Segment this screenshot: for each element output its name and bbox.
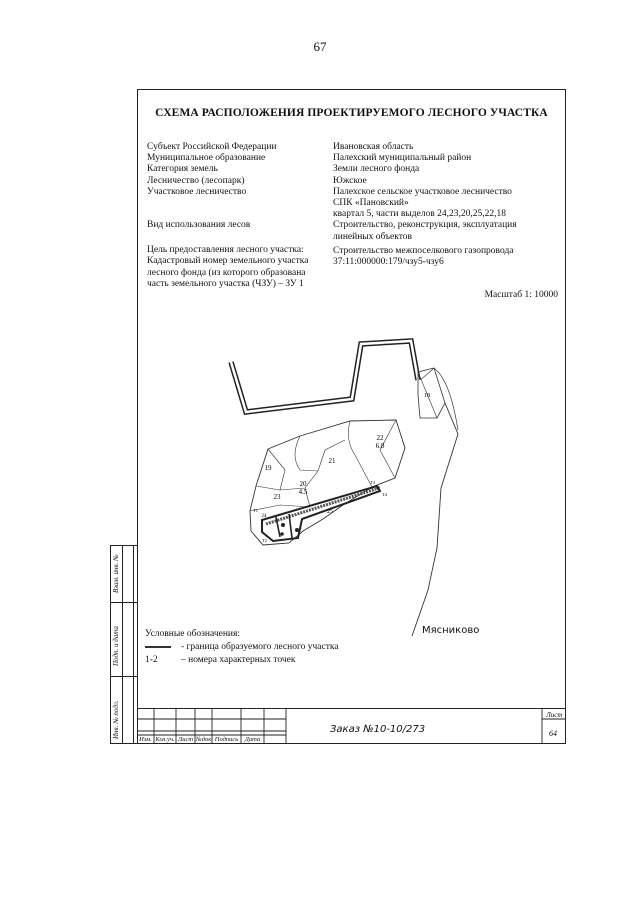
tb-header-signature: Подпись bbox=[214, 736, 239, 743]
legend bbox=[145, 628, 339, 667]
plot-area-20: 4.5 bbox=[298, 488, 308, 496]
municipal-label: Муниципальное образование bbox=[147, 153, 266, 164]
point-label-t4: Т4 bbox=[382, 492, 387, 497]
purpose-label: Цель предоставления лесного участка: bbox=[147, 245, 304, 256]
legend-heading: Условные обозначения: bbox=[145, 629, 241, 639]
legend-item-points-text: – номера характерных точек bbox=[181, 655, 296, 665]
usage-label: Вид использования лесов bbox=[147, 220, 251, 231]
district-forestry-value-2: СПК «Пановский» bbox=[333, 198, 409, 209]
legend-item-boundary bbox=[145, 641, 339, 654]
tb-header-change: Изм. bbox=[139, 736, 152, 743]
land-category-value: Земли лесного фонда bbox=[333, 164, 420, 175]
legend-item-boundary-text: - граница образуемого лесного участка bbox=[181, 642, 339, 652]
point-label-t1: Т1 bbox=[253, 508, 258, 513]
tb-header-sheet: Лист bbox=[177, 736, 194, 743]
cadastral-label-2: лесного фонда (из которого образована bbox=[147, 267, 306, 278]
page-number: 67 bbox=[313, 39, 327, 54]
plot-number-20: 20 bbox=[299, 480, 307, 488]
boundary-line-icon bbox=[145, 646, 171, 648]
plot-number-23: 23 bbox=[273, 493, 281, 501]
cadastral-label-1: Кадастровый номер земельного участка bbox=[147, 256, 309, 267]
land-category-label: Категория земель bbox=[147, 164, 218, 175]
scheme-title: СХЕМА РАСПОЛОЖЕНИЯ ПРОЕКТИРУЕМОГО ЛЕСНОГО УЧАСТКА bbox=[155, 107, 548, 119]
district-forestry-value-3: квартал 5, части выделов 24,23,20,25,22,18 bbox=[333, 209, 506, 220]
usage-value-2: линейных объектов bbox=[333, 231, 413, 242]
point-label-t2: Т2 bbox=[262, 538, 267, 543]
plot-area-22: 6.8 bbox=[375, 442, 385, 450]
point-label-t3: Т3 bbox=[370, 480, 375, 485]
legend-item-points bbox=[145, 654, 339, 667]
stamp-inventory-number: Инв. № подл. bbox=[112, 700, 120, 739]
plot-number-18: 18 bbox=[424, 393, 430, 399]
subject-label: Субъект Российской Федерации bbox=[147, 142, 277, 152]
subject-value: Ивановская область bbox=[333, 142, 414, 152]
legend-item-points-symbol: 1-2 bbox=[145, 655, 158, 665]
district-forestry-value-1: Палехское сельское участковое лесничество bbox=[333, 186, 512, 197]
purpose-value: Строительство межпоселкового газопровода bbox=[333, 245, 514, 256]
tb-header-date: Дата bbox=[244, 736, 261, 743]
plot-number-22: 22 bbox=[376, 434, 384, 442]
order-number: Заказ №10-10/273 bbox=[330, 724, 426, 735]
map-scale: Масштаб 1: 10000 bbox=[484, 290, 558, 300]
forestry-label: Лесничество (лесопарк) bbox=[147, 175, 245, 186]
municipal-value: Палехский муниципальный район bbox=[333, 153, 472, 164]
cadastral-value: 37:11:000000:179/чзу5-чзу6 bbox=[333, 257, 444, 268]
usage-value-1: Строительство, реконструкция, эксплуатация bbox=[333, 220, 517, 231]
sheet-number: 64 bbox=[549, 729, 557, 738]
plot-number-19: 19 bbox=[264, 464, 272, 472]
village-label: Мясниково bbox=[422, 625, 480, 636]
sheet-label: Лист bbox=[546, 711, 563, 719]
plot-number-21: 21 bbox=[328, 457, 336, 465]
stamp-signature-date: Подп. и дата bbox=[112, 626, 120, 666]
road-line bbox=[412, 403, 458, 636]
forestry-value: Южское bbox=[333, 175, 367, 186]
left-stamp bbox=[110, 545, 137, 744]
plot-number-25: 25 bbox=[327, 509, 333, 515]
tb-header-count: Кол.уч. bbox=[155, 736, 175, 743]
district-forestry-label: Участковое лесничество bbox=[147, 186, 247, 197]
stamp-replacement-inv: Взам. инв. № bbox=[112, 554, 120, 593]
tb-header-doc: №док bbox=[195, 736, 212, 743]
plot-number-24: 24 bbox=[261, 514, 267, 519]
cadastral-label-3: часть земельного участка (ЧЗУ) – ЗУ 1 bbox=[147, 278, 304, 289]
